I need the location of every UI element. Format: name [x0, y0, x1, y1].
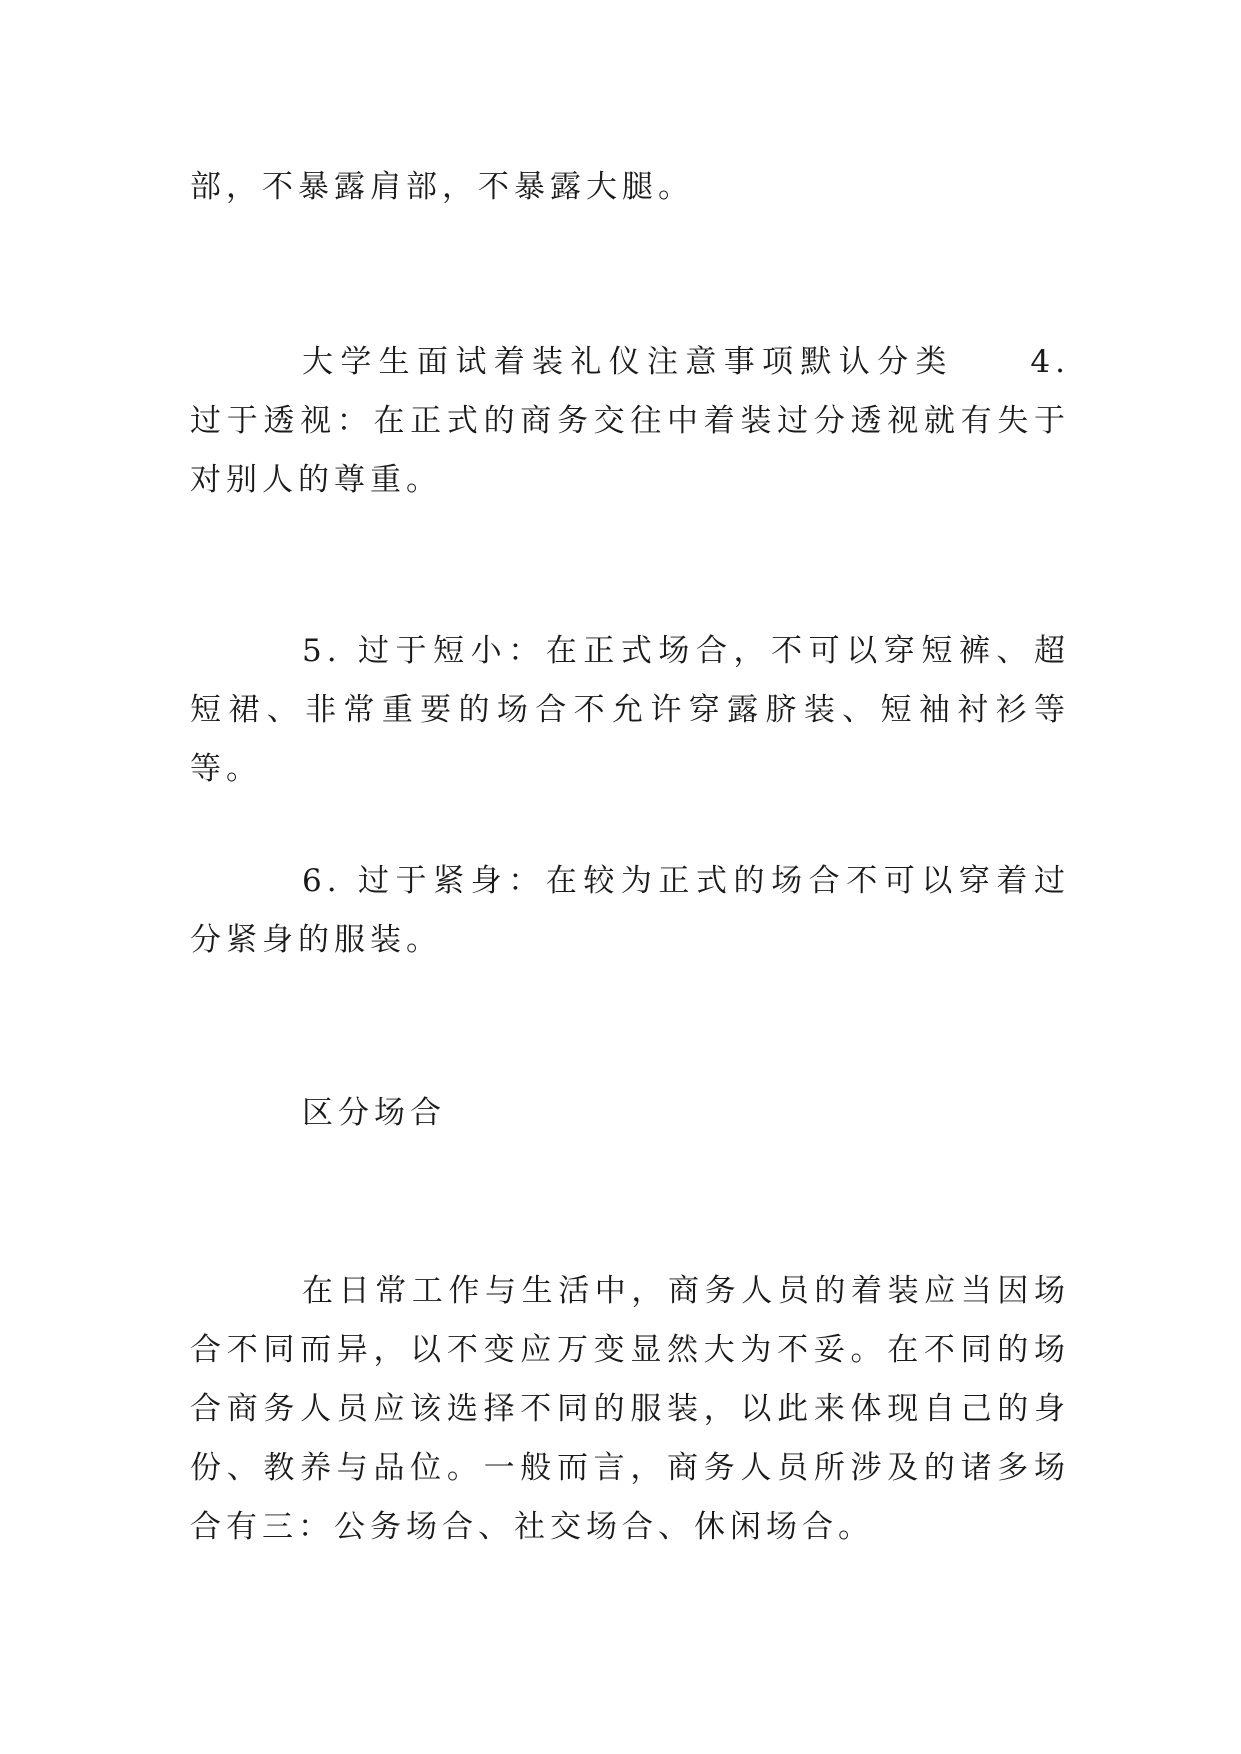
section-heading: 区分场合: [302, 1095, 446, 1131]
paragraph-item-5: 5. 过于短小：在正式场合，不可以穿短裤、超短裙、非常重要的场合不允许穿露脐装、短袖衬衫等等。: [190, 633, 1070, 787]
paragraph-item-4: 大学生面试着装礼仪注意事项默认分类 4. 过于透视：在正式的商务交往中着装过分透视就有失于对别人的尊重。: [190, 344, 1070, 498]
paragraph-item-6: 6. 过于紧身：在较为正式的场合不可以穿着过分紧身的服装。: [190, 863, 1070, 958]
paragraph-continuation: 部，不暴露肩部，不暴露大腿。: [190, 169, 694, 205]
paragraph-body: 在日常工作与生活中，商务人员的着装应当因场合不同而异，以不变应万变显然大为不妥。在不同的场合商务人员应该选择不同的服装，以此来体现自己的身份、教养与品位。一般而言，商务人员所涉及的诸多场合有三：公务场合、社交场合、休闲场合。: [190, 1273, 1070, 1545]
